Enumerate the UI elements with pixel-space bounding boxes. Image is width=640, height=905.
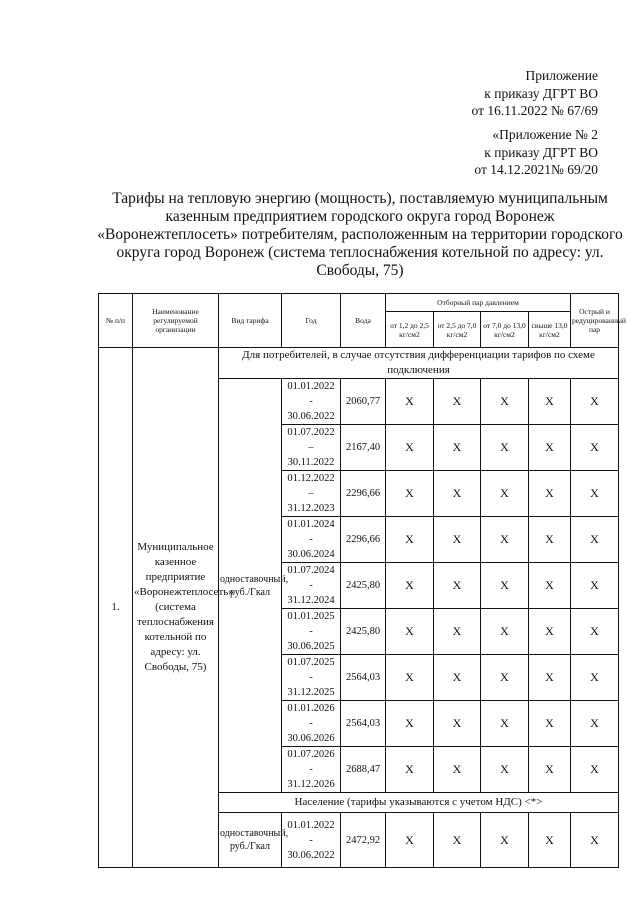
period-cell	[282, 609, 341, 655]
water-tariff: 2296,66	[341, 471, 386, 517]
period-from: 01.01.2025	[287, 611, 335, 622]
period-sep: -	[309, 626, 313, 637]
header-line: к приказу ДГРТ ВО	[484, 144, 598, 160]
period-sep: –	[308, 442, 314, 453]
steam-tariff: X	[571, 609, 619, 655]
steam-tariff: X	[481, 517, 529, 563]
steam-tariff: X	[571, 747, 619, 793]
steam-tariff: X	[529, 655, 571, 701]
water-tariff: 2060,77	[341, 379, 386, 425]
period-to: 31.12.2026	[287, 779, 335, 790]
period-cell	[282, 747, 341, 793]
steam-tariff: X	[481, 379, 529, 425]
tariff-type: одноставочный, руб./Гкал	[219, 813, 282, 868]
period-to: 31.12.2024	[287, 595, 335, 606]
document-title: Тарифы на тепловую энергию (мощность), поставляемую муниципальным казенным предприятием городского округа город Воронеж «Воронежтеплосеть» потребителям, расположенным на территории городского округа город Воронеж (система теплоснабжения котельной по адресу: ул. Свободы, 75)	[97, 190, 623, 279]
steam-tariff: X	[571, 563, 619, 609]
steam-tariff: X	[571, 471, 619, 517]
period-to: 31.12.2023	[287, 503, 335, 514]
steam-tariff: X	[481, 609, 529, 655]
period-cell	[282, 701, 341, 747]
header-water: Вода	[341, 294, 386, 348]
row-num: 1.	[99, 348, 133, 868]
header-line: Приложение	[525, 68, 598, 83]
period-cell	[282, 563, 341, 609]
appendix-header-2	[474, 126, 598, 179]
period-to: 30.06.2022	[287, 849, 335, 861]
period-cell	[282, 425, 341, 471]
period-cell	[282, 379, 341, 425]
steam-tariff: X	[529, 517, 571, 563]
steam-tariff: X	[481, 701, 529, 747]
period-cell	[282, 517, 341, 563]
steam-tariff: X	[434, 747, 481, 793]
steam-tariff: X	[529, 813, 571, 868]
period-sep: -	[309, 764, 313, 775]
appendix-header	[472, 67, 598, 120]
header-p4: свыше 13,0 кг/см2	[529, 312, 571, 348]
steam-tariff: X	[386, 425, 434, 471]
steam-tariff: X	[481, 747, 529, 793]
steam-tariff: X	[529, 563, 571, 609]
header-sharp-steam: Острый и редуцированный пар	[571, 294, 619, 348]
steam-tariff: X	[481, 471, 529, 517]
water-tariff: 2167,40	[341, 425, 386, 471]
header-line: к приказу ДГРТ ВО	[484, 85, 598, 101]
steam-tariff: X	[529, 425, 571, 471]
steam-tariff: X	[386, 747, 434, 793]
steam-tariff: X	[386, 609, 434, 655]
steam-tariff: X	[571, 425, 619, 471]
water-tariff: 2296,66	[341, 517, 386, 563]
steam-tariff: X	[434, 425, 481, 471]
water-tariff: 2688,47	[341, 747, 386, 793]
period-sep: -	[309, 672, 313, 683]
header-p1: от 1,2 до 2,5 кг/см2	[386, 312, 434, 348]
steam-tariff: X	[529, 471, 571, 517]
period-sep: -	[309, 396, 313, 407]
water-tariff: 2425,80	[341, 609, 386, 655]
period-to: 30.06.2022	[287, 411, 335, 422]
period-from: 01.01.2022	[287, 819, 335, 831]
steam-tariff: X	[386, 563, 434, 609]
section-population: Население (тарифы указываются с учетом НДС) <*>	[219, 793, 619, 813]
period-from: 01.12.2022	[287, 473, 335, 484]
steam-tariff: X	[386, 701, 434, 747]
period-to: 30.06.2026	[287, 733, 335, 744]
period-from: 01.01.2022	[287, 381, 335, 392]
steam-tariff: X	[571, 813, 619, 868]
steam-tariff: X	[386, 379, 434, 425]
steam-tariff: X	[571, 655, 619, 701]
steam-tariff: X	[434, 563, 481, 609]
steam-tariff: X	[434, 379, 481, 425]
steam-tariff: X	[571, 517, 619, 563]
period-from: 01.07.2026	[287, 749, 335, 760]
steam-tariff: X	[529, 701, 571, 747]
steam-tariff: X	[386, 813, 434, 868]
header-p3: от 7,0 до 13,0 кг/см2	[481, 312, 529, 348]
tariff-type: одноставочный, руб./Гкал	[219, 379, 282, 793]
water-tariff: 2472,92	[341, 813, 386, 868]
steam-tariff: X	[434, 517, 481, 563]
steam-tariff: X	[386, 471, 434, 517]
header-year: Год	[282, 294, 341, 348]
period-from: 01.07.2024	[287, 565, 335, 576]
steam-tariff: X	[434, 701, 481, 747]
steam-tariff: X	[571, 701, 619, 747]
water-tariff: 2564,03	[341, 655, 386, 701]
steam-tariff: X	[481, 655, 529, 701]
steam-tariff: X	[529, 747, 571, 793]
steam-tariff: X	[386, 655, 434, 701]
tariff-table	[98, 293, 626, 868]
period-from: 01.01.2024	[287, 519, 335, 530]
header-type: Вид тарифа	[219, 294, 282, 348]
period-cell	[282, 813, 341, 868]
period-from: 01.07.2025	[287, 657, 335, 668]
water-tariff: 2425,80	[341, 563, 386, 609]
period-from: 01.07.2022	[287, 427, 335, 438]
steam-tariff: X	[386, 517, 434, 563]
header-org: Наименование регулируемой организации	[133, 294, 219, 348]
org-name: Муниципальное казенное предприятие «Воронежтеплосеть» (система теплоснабжения котельной по адресу: ул. Свободы, 75)	[133, 348, 219, 868]
steam-tariff: X	[434, 813, 481, 868]
header-num: № п/п	[99, 294, 133, 348]
header-p2: от 2,5 до 7,0 кг/см2	[434, 312, 481, 348]
period-sep: -	[309, 834, 313, 846]
period-to: 30.11.2022	[287, 457, 335, 468]
steam-tariff: X	[529, 609, 571, 655]
period-sep: –	[308, 488, 314, 499]
steam-tariff: X	[529, 379, 571, 425]
steam-tariff: X	[481, 813, 529, 868]
steam-tariff: X	[571, 379, 619, 425]
period-cell	[282, 471, 341, 517]
period-from: 01.01.2026	[287, 703, 335, 714]
water-tariff: 2564,03	[341, 701, 386, 747]
header-line: от 14.12.2021№ 69/20	[474, 162, 598, 177]
header-line: от 16.11.2022 № 67/69	[471, 103, 598, 118]
period-sep: -	[309, 534, 313, 545]
section-general: Для потребителей, в случае отсутствия дифференциации тарифов по схеме подключения	[219, 348, 619, 379]
steam-tariff: X	[434, 609, 481, 655]
steam-tariff: X	[481, 563, 529, 609]
header-line: «Приложение № 2	[492, 127, 598, 142]
period-cell	[282, 655, 341, 701]
period-to: 30.06.2025	[287, 641, 335, 652]
period-sep: -	[309, 580, 313, 591]
steam-tariff: X	[481, 425, 529, 471]
header-steam: Отборный пар давлением	[386, 294, 571, 312]
steam-tariff: X	[434, 655, 481, 701]
steam-tariff: X	[434, 471, 481, 517]
period-to: 30.06.2024	[287, 549, 335, 560]
period-to: 31.12.2025	[287, 687, 335, 698]
period-sep: -	[309, 718, 313, 729]
